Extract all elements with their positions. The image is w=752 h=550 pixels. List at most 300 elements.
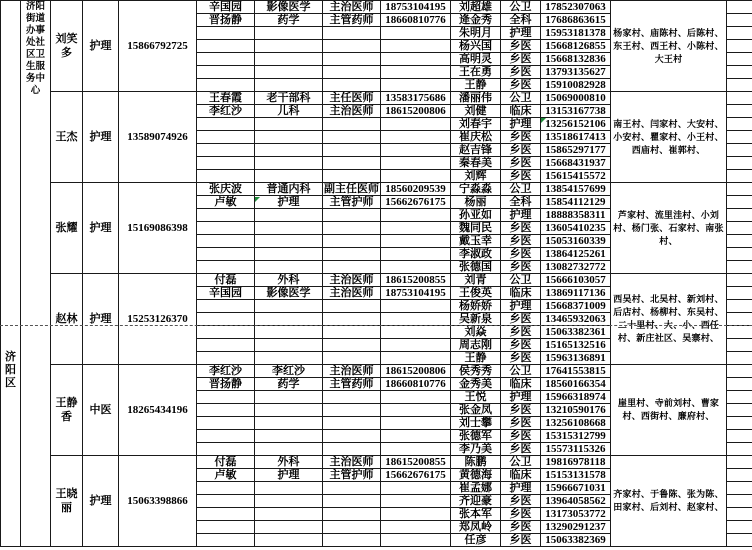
member-name-cell[interactable]: 崔庆松: [451, 131, 501, 144]
expert-dept-cell[interactable]: [255, 53, 323, 66]
expert-phone-cell[interactable]: [381, 40, 451, 53]
expert-title-cell[interactable]: [323, 404, 381, 417]
member-phone-cell[interactable]: 17641553815: [541, 365, 611, 378]
member-name-cell[interactable]: 朱明月: [451, 27, 501, 40]
member-role-cell[interactable]: 护理: [501, 482, 541, 495]
member-name-cell[interactable]: 王俊英: [451, 287, 501, 300]
member-phone-cell[interactable]: 13964058562: [541, 495, 611, 508]
expert-name-cell[interactable]: 付磊: [197, 274, 255, 287]
expert-dept-cell[interactable]: [255, 131, 323, 144]
expert-dept-cell[interactable]: 外科: [255, 456, 323, 469]
member-role-cell[interactable]: 乡医: [501, 66, 541, 79]
expert-name-cell[interactable]: [197, 534, 255, 547]
blank-cell[interactable]: [727, 196, 752, 209]
member-role-cell[interactable]: 乡医: [501, 352, 541, 365]
member-role-cell[interactable]: 乡医: [501, 157, 541, 170]
expert-dept-cell[interactable]: [255, 508, 323, 521]
member-phone-cell[interactable]: 13518617413: [541, 131, 611, 144]
member-phone-cell[interactable]: 19816978118: [541, 456, 611, 469]
member-phone-cell[interactable]: 15668431937: [541, 157, 611, 170]
expert-title-cell[interactable]: [323, 209, 381, 222]
blank-cell[interactable]: [727, 482, 752, 495]
member-role-cell[interactable]: 乡医: [501, 339, 541, 352]
expert-dept-cell[interactable]: [255, 79, 323, 92]
expert-phone-cell[interactable]: [381, 157, 451, 170]
member-phone-cell[interactable]: 15615415572: [541, 170, 611, 183]
member-phone-cell[interactable]: 15865297177: [541, 144, 611, 157]
member-name-cell[interactable]: 周志刚: [451, 339, 501, 352]
member-name-cell[interactable]: 王在勇: [451, 66, 501, 79]
expert-title-cell[interactable]: [323, 495, 381, 508]
member-name-cell[interactable]: 王悦: [451, 391, 501, 404]
member-role-cell[interactable]: 乡医: [501, 404, 541, 417]
expert-phone-cell[interactable]: [381, 118, 451, 131]
expert-dept-cell[interactable]: 外科: [255, 274, 323, 287]
expert-dept-cell[interactable]: [255, 144, 323, 157]
blank-cell[interactable]: [727, 430, 752, 443]
member-name-cell[interactable]: 刘青: [451, 274, 501, 287]
expert-title-cell[interactable]: [323, 534, 381, 547]
expert-dept-cell[interactable]: [255, 118, 323, 131]
leader-name-cell[interactable]: 张耀: [51, 183, 83, 274]
expert-title-cell[interactable]: [323, 170, 381, 183]
error-indicator-icon[interactable]: [541, 118, 546, 123]
member-name-cell[interactable]: 高明灵: [451, 53, 501, 66]
leader-role-cell[interactable]: 护理: [83, 183, 119, 274]
expert-dept-cell[interactable]: [255, 534, 323, 547]
expert-name-cell[interactable]: [197, 131, 255, 144]
member-role-cell[interactable]: 公卫: [501, 1, 541, 14]
member-phone-cell[interactable]: 13465932063: [541, 313, 611, 326]
member-role-cell[interactable]: 乡医: [501, 521, 541, 534]
expert-name-cell[interactable]: 晋扬静: [197, 378, 255, 391]
expert-phone-cell[interactable]: 18615200855: [381, 456, 451, 469]
expert-dept-cell[interactable]: [255, 209, 323, 222]
member-role-cell[interactable]: 护理: [501, 118, 541, 131]
member-role-cell[interactable]: 公卫: [501, 365, 541, 378]
expert-name-cell[interactable]: 辛国园: [197, 1, 255, 14]
expert-dept-cell[interactable]: 护理: [255, 469, 323, 482]
member-name-cell[interactable]: 刘超雄: [451, 1, 501, 14]
expert-phone-cell[interactable]: [381, 209, 451, 222]
member-role-cell[interactable]: 公卫: [501, 456, 541, 469]
member-role-cell[interactable]: 乡医: [501, 131, 541, 144]
expert-phone-cell[interactable]: [381, 417, 451, 430]
expert-phone-cell[interactable]: 18615200855: [381, 274, 451, 287]
expert-phone-cell[interactable]: [381, 508, 451, 521]
expert-title-cell[interactable]: [323, 222, 381, 235]
expert-phone-cell[interactable]: [381, 391, 451, 404]
blank-cell[interactable]: [727, 287, 752, 300]
expert-phone-cell[interactable]: [381, 430, 451, 443]
member-name-cell[interactable]: 杨娇娇: [451, 300, 501, 313]
expert-dept-cell[interactable]: [255, 157, 323, 170]
member-role-cell[interactable]: 公卫: [501, 92, 541, 105]
member-phone-cell[interactable]: 15063382361: [541, 326, 611, 339]
member-name-cell[interactable]: 魏同民: [451, 222, 501, 235]
expert-title-cell[interactable]: [323, 352, 381, 365]
blank-cell[interactable]: [727, 508, 752, 521]
expert-title-cell[interactable]: [323, 27, 381, 40]
expert-phone-cell[interactable]: [381, 144, 451, 157]
member-phone-cell[interactable]: 15953181378: [541, 27, 611, 40]
expert-name-cell[interactable]: [197, 235, 255, 248]
member-name-cell[interactable]: 李淑政: [451, 248, 501, 261]
expert-name-cell[interactable]: [197, 209, 255, 222]
member-phone-cell[interactable]: 15966318974: [541, 391, 611, 404]
member-name-cell[interactable]: 杨兴国: [451, 40, 501, 53]
leader-phone-cell[interactable]: 18265434196: [119, 365, 197, 456]
member-role-cell[interactable]: 乡医: [501, 235, 541, 248]
blank-cell[interactable]: [727, 131, 752, 144]
expert-dept-cell[interactable]: 影像医学: [255, 1, 323, 14]
member-role-cell[interactable]: 乡医: [501, 40, 541, 53]
member-role-cell[interactable]: 乡医: [501, 53, 541, 66]
blank-cell[interactable]: [727, 27, 752, 40]
expert-phone-cell[interactable]: 18660810776: [381, 378, 451, 391]
expert-title-cell[interactable]: [323, 417, 381, 430]
blank-cell[interactable]: [727, 313, 752, 326]
blank-cell[interactable]: [727, 261, 752, 274]
expert-dept-cell[interactable]: [255, 313, 323, 326]
villages-cell[interactable]: 西吴村、北吴村、新刘村、后店村、杨柳村、东吴村、二十里村、大、小、西任村、新庄社区、吴寨村、: [611, 274, 727, 365]
expert-dept-cell[interactable]: [255, 222, 323, 235]
expert-phone-cell[interactable]: [381, 300, 451, 313]
member-phone-cell[interactable]: 13082732772: [541, 261, 611, 274]
expert-name-cell[interactable]: [197, 144, 255, 157]
expert-dept-cell[interactable]: [255, 326, 323, 339]
blank-cell[interactable]: [727, 248, 752, 261]
leader-role-cell[interactable]: 中医: [83, 365, 119, 456]
expert-name-cell[interactable]: [197, 157, 255, 170]
expert-title-cell[interactable]: [323, 53, 381, 66]
leader-phone-cell[interactable]: 15866792725: [119, 1, 197, 92]
member-name-cell[interactable]: 秦春美: [451, 157, 501, 170]
leader-name-cell[interactable]: 王静香: [51, 365, 83, 456]
expert-phone-cell[interactable]: [381, 313, 451, 326]
expert-name-cell[interactable]: [197, 352, 255, 365]
blank-cell[interactable]: [727, 53, 752, 66]
member-name-cell[interactable]: 刘士攀: [451, 417, 501, 430]
member-role-cell[interactable]: 乡医: [501, 430, 541, 443]
member-name-cell[interactable]: 刘焱: [451, 326, 501, 339]
member-phone-cell[interactable]: 13173053772: [541, 508, 611, 521]
expert-title-cell[interactable]: [323, 326, 381, 339]
expert-dept-cell[interactable]: 药学: [255, 378, 323, 391]
member-phone-cell[interactable]: 15153131578: [541, 469, 611, 482]
expert-dept-cell[interactable]: [255, 417, 323, 430]
member-phone-cell[interactable]: 17852307063: [541, 1, 611, 14]
expert-phone-cell[interactable]: [381, 521, 451, 534]
blank-cell[interactable]: [727, 1, 752, 14]
expert-phone-cell[interactable]: 18615200806: [381, 105, 451, 118]
expert-title-cell[interactable]: [323, 391, 381, 404]
member-name-cell[interactable]: 孙亚如: [451, 209, 501, 222]
member-role-cell[interactable]: 乡医: [501, 79, 541, 92]
blank-cell[interactable]: [727, 300, 752, 313]
member-role-cell[interactable]: 公卫: [501, 183, 541, 196]
villages-cell[interactable]: 南王村、闫家村、大安村、小安村、瞿家村、小王村、西庙村、崔郭村、: [611, 92, 727, 183]
member-name-cell[interactable]: 戴玉幸: [451, 235, 501, 248]
expert-title-cell[interactable]: 主管药师: [323, 14, 381, 27]
member-name-cell[interactable]: 张金凤: [451, 404, 501, 417]
member-phone-cell[interactable]: 15668126855: [541, 40, 611, 53]
expert-phone-cell[interactable]: [381, 339, 451, 352]
expert-name-cell[interactable]: [197, 417, 255, 430]
expert-name-cell[interactable]: [197, 495, 255, 508]
member-phone-cell[interactable]: 13869117136: [541, 287, 611, 300]
center-cell[interactable]: 济阳街道办事处社区卫生服务中心: [21, 1, 51, 547]
member-phone-cell[interactable]: 13290291237: [541, 521, 611, 534]
member-role-cell[interactable]: 临床: [501, 378, 541, 391]
expert-title-cell[interactable]: [323, 79, 381, 92]
blank-cell[interactable]: [727, 469, 752, 482]
expert-dept-cell[interactable]: [255, 27, 323, 40]
blank-cell[interactable]: [727, 274, 752, 287]
expert-name-cell[interactable]: [197, 53, 255, 66]
member-name-cell[interactable]: 赵吉锋: [451, 144, 501, 157]
member-name-cell[interactable]: 金秀美: [451, 378, 501, 391]
expert-title-cell[interactable]: [323, 235, 381, 248]
expert-name-cell[interactable]: [197, 118, 255, 131]
member-phone-cell[interactable]: 15666103057: [541, 274, 611, 287]
villages-cell[interactable]: 芦家村、流里洼村、小刘村、杨门张、石家村、南张村、: [611, 183, 727, 274]
blank-cell[interactable]: [727, 40, 752, 53]
leader-name-cell[interactable]: 赵林: [51, 274, 83, 365]
expert-dept-cell[interactable]: [255, 40, 323, 53]
member-role-cell[interactable]: 临床: [501, 105, 541, 118]
member-role-cell[interactable]: 护理: [501, 300, 541, 313]
villages-cell[interactable]: 齐家村、于鲁陈、张为陈、田家村、后刘村、赵家村、: [611, 456, 727, 547]
member-role-cell[interactable]: 护理: [501, 209, 541, 222]
expert-phone-cell[interactable]: [381, 352, 451, 365]
blank-cell[interactable]: [727, 495, 752, 508]
member-name-cell[interactable]: 侯秀秀: [451, 365, 501, 378]
member-role-cell[interactable]: 乡医: [501, 495, 541, 508]
blank-cell[interactable]: [727, 79, 752, 92]
expert-phone-cell[interactable]: 18753104195: [381, 1, 451, 14]
member-phone-cell[interactable]: 13256152106: [541, 118, 611, 131]
blank-cell[interactable]: [727, 365, 752, 378]
member-name-cell[interactable]: 王静: [451, 79, 501, 92]
blank-cell[interactable]: [727, 534, 752, 547]
blank-cell[interactable]: [727, 326, 752, 339]
expert-phone-cell[interactable]: 18660810776: [381, 14, 451, 27]
member-name-cell[interactable]: 黄德海: [451, 469, 501, 482]
expert-dept-cell[interactable]: [255, 521, 323, 534]
expert-name-cell[interactable]: 付磊: [197, 456, 255, 469]
expert-name-cell[interactable]: [197, 443, 255, 456]
leader-name-cell[interactable]: 王杰: [51, 92, 83, 183]
expert-name-cell[interactable]: [197, 482, 255, 495]
expert-dept-cell[interactable]: 老干部科: [255, 92, 323, 105]
member-name-cell[interactable]: 刘健: [451, 105, 501, 118]
member-phone-cell[interactable]: 15573115326: [541, 443, 611, 456]
leader-role-cell[interactable]: 护理: [83, 92, 119, 183]
blank-cell[interactable]: [727, 417, 752, 430]
blank-cell[interactable]: [727, 378, 752, 391]
expert-dept-cell[interactable]: 护理: [255, 196, 323, 209]
expert-title-cell[interactable]: 主管护师: [323, 469, 381, 482]
expert-name-cell[interactable]: 卢敏: [197, 196, 255, 209]
expert-title-cell[interactable]: [323, 482, 381, 495]
expert-name-cell[interactable]: 李红沙: [197, 365, 255, 378]
member-role-cell[interactable]: 临床: [501, 469, 541, 482]
member-role-cell[interactable]: 护理: [501, 391, 541, 404]
expert-name-cell[interactable]: [197, 508, 255, 521]
blank-cell[interactable]: [727, 118, 752, 131]
expert-title-cell[interactable]: [323, 40, 381, 53]
member-role-cell[interactable]: 乡医: [501, 144, 541, 157]
blank-cell[interactable]: [727, 339, 752, 352]
expert-name-cell[interactable]: 卢敏: [197, 469, 255, 482]
expert-title-cell[interactable]: 主治医师: [323, 365, 381, 378]
member-phone-cell[interactable]: 15963136891: [541, 352, 611, 365]
expert-phone-cell[interactable]: [381, 170, 451, 183]
expert-name-cell[interactable]: [197, 66, 255, 79]
expert-phone-cell[interactable]: 15662676175: [381, 469, 451, 482]
blank-cell[interactable]: [727, 209, 752, 222]
expert-title-cell[interactable]: 主管药师: [323, 378, 381, 391]
member-role-cell[interactable]: 全科: [501, 14, 541, 27]
member-role-cell[interactable]: 全科: [501, 196, 541, 209]
expert-phone-cell[interactable]: [381, 248, 451, 261]
member-phone-cell[interactable]: 15315312799: [541, 430, 611, 443]
member-role-cell[interactable]: 乡医: [501, 222, 541, 235]
expert-name-cell[interactable]: [197, 79, 255, 92]
expert-phone-cell[interactable]: [381, 261, 451, 274]
expert-title-cell[interactable]: [323, 508, 381, 521]
expert-title-cell[interactable]: 主治医师: [323, 456, 381, 469]
expert-dept-cell[interactable]: [255, 248, 323, 261]
leader-phone-cell[interactable]: 15169086398: [119, 183, 197, 274]
expert-title-cell[interactable]: [323, 261, 381, 274]
member-name-cell[interactable]: 齐迎豪: [451, 495, 501, 508]
member-name-cell[interactable]: 李乃美: [451, 443, 501, 456]
villages-cell[interactable]: 杨家村、庙陈村、后陈村、东王村、西王村、小陈村、大王村: [611, 1, 727, 92]
expert-dept-cell[interactable]: [255, 443, 323, 456]
expert-phone-cell[interactable]: [381, 27, 451, 40]
member-name-cell[interactable]: 崔孟娜: [451, 482, 501, 495]
expert-title-cell[interactable]: [323, 430, 381, 443]
expert-name-cell[interactable]: [197, 313, 255, 326]
member-name-cell[interactable]: 吴新泉: [451, 313, 501, 326]
member-phone-cell[interactable]: 15668132836: [541, 53, 611, 66]
member-phone-cell[interactable]: 15966671031: [541, 482, 611, 495]
expert-dept-cell[interactable]: [255, 300, 323, 313]
expert-phone-cell[interactable]: [381, 235, 451, 248]
expert-name-cell[interactable]: [197, 170, 255, 183]
expert-name-cell[interactable]: [197, 521, 255, 534]
member-phone-cell[interactable]: 15910082928: [541, 79, 611, 92]
blank-cell[interactable]: [727, 92, 752, 105]
expert-name-cell[interactable]: 辛国园: [197, 287, 255, 300]
expert-title-cell[interactable]: [323, 443, 381, 456]
expert-dept-cell[interactable]: [255, 339, 323, 352]
expert-phone-cell[interactable]: [381, 53, 451, 66]
member-role-cell[interactable]: 乡医: [501, 248, 541, 261]
expert-dept-cell[interactable]: 药学: [255, 14, 323, 27]
member-name-cell[interactable]: 王静: [451, 352, 501, 365]
expert-name-cell[interactable]: [197, 261, 255, 274]
expert-name-cell[interactable]: [197, 248, 255, 261]
expert-dept-cell[interactable]: [255, 391, 323, 404]
expert-dept-cell[interactable]: [255, 482, 323, 495]
leader-name-cell[interactable]: 刘笑多: [51, 1, 83, 92]
expert-phone-cell[interactable]: 18753104195: [381, 287, 451, 300]
villages-cell[interactable]: 崖里村、寺前刘村、曹家村、西街村、廉府村、: [611, 365, 727, 456]
expert-phone-cell[interactable]: [381, 131, 451, 144]
leader-name-cell[interactable]: 王晓丽: [51, 456, 83, 547]
blank-cell[interactable]: [727, 14, 752, 27]
member-role-cell[interactable]: 乡医: [501, 326, 541, 339]
member-phone-cell[interactable]: 15069000810: [541, 92, 611, 105]
expert-phone-cell[interactable]: [381, 326, 451, 339]
member-name-cell[interactable]: 张德国: [451, 261, 501, 274]
member-phone-cell[interactable]: 13793135627: [541, 66, 611, 79]
expert-name-cell[interactable]: 王春霞: [197, 92, 255, 105]
expert-dept-cell[interactable]: [255, 430, 323, 443]
member-role-cell[interactable]: 护理: [501, 27, 541, 40]
expert-title-cell[interactable]: [323, 313, 381, 326]
member-phone-cell[interactable]: 13864125261: [541, 248, 611, 261]
member-role-cell[interactable]: 乡医: [501, 508, 541, 521]
expert-title-cell[interactable]: [323, 144, 381, 157]
member-phone-cell[interactable]: 15053160339: [541, 235, 611, 248]
expert-title-cell[interactable]: 主治医师: [323, 105, 381, 118]
member-name-cell[interactable]: 潘丽伟: [451, 92, 501, 105]
member-name-cell[interactable]: 刘辉: [451, 170, 501, 183]
blank-cell[interactable]: [727, 222, 752, 235]
member-name-cell[interactable]: 杨丽: [451, 196, 501, 209]
blank-cell[interactable]: [727, 391, 752, 404]
expert-phone-cell[interactable]: [381, 495, 451, 508]
expert-title-cell[interactable]: 主任医师: [323, 92, 381, 105]
member-phone-cell[interactable]: 18888358311: [541, 209, 611, 222]
expert-title-cell[interactable]: [323, 157, 381, 170]
member-phone-cell[interactable]: 17686863615: [541, 14, 611, 27]
member-phone-cell[interactable]: 13854157699: [541, 183, 611, 196]
blank-cell[interactable]: [727, 66, 752, 79]
expert-name-cell[interactable]: [197, 391, 255, 404]
member-role-cell[interactable]: 乡医: [501, 534, 541, 547]
member-phone-cell[interactable]: 15668371009: [541, 300, 611, 313]
member-phone-cell[interactable]: 15854112129: [541, 196, 611, 209]
member-phone-cell[interactable]: 15165132516: [541, 339, 611, 352]
expert-phone-cell[interactable]: [381, 534, 451, 547]
leader-role-cell[interactable]: 护理: [83, 456, 119, 547]
member-name-cell[interactable]: 张本军: [451, 508, 501, 521]
blank-cell[interactable]: [727, 157, 752, 170]
expert-name-cell[interactable]: [197, 40, 255, 53]
blank-cell[interactable]: [727, 443, 752, 456]
expert-phone-cell[interactable]: 15662676175: [381, 196, 451, 209]
expert-title-cell[interactable]: 主治医师: [323, 274, 381, 287]
expert-title-cell[interactable]: [323, 66, 381, 79]
expert-dept-cell[interactable]: 普通内科: [255, 183, 323, 196]
leader-phone-cell[interactable]: 15253126370: [119, 274, 197, 365]
expert-name-cell[interactable]: [197, 326, 255, 339]
member-name-cell[interactable]: 郑凤岭: [451, 521, 501, 534]
expert-title-cell[interactable]: [323, 248, 381, 261]
expert-dept-cell[interactable]: [255, 66, 323, 79]
blank-cell[interactable]: [727, 144, 752, 157]
member-phone-cell[interactable]: 13153167738: [541, 105, 611, 118]
expert-title-cell[interactable]: 主管护师: [323, 196, 381, 209]
expert-title-cell[interactable]: 主治医师: [323, 287, 381, 300]
expert-name-cell[interactable]: [197, 430, 255, 443]
expert-dept-cell[interactable]: 儿科: [255, 105, 323, 118]
